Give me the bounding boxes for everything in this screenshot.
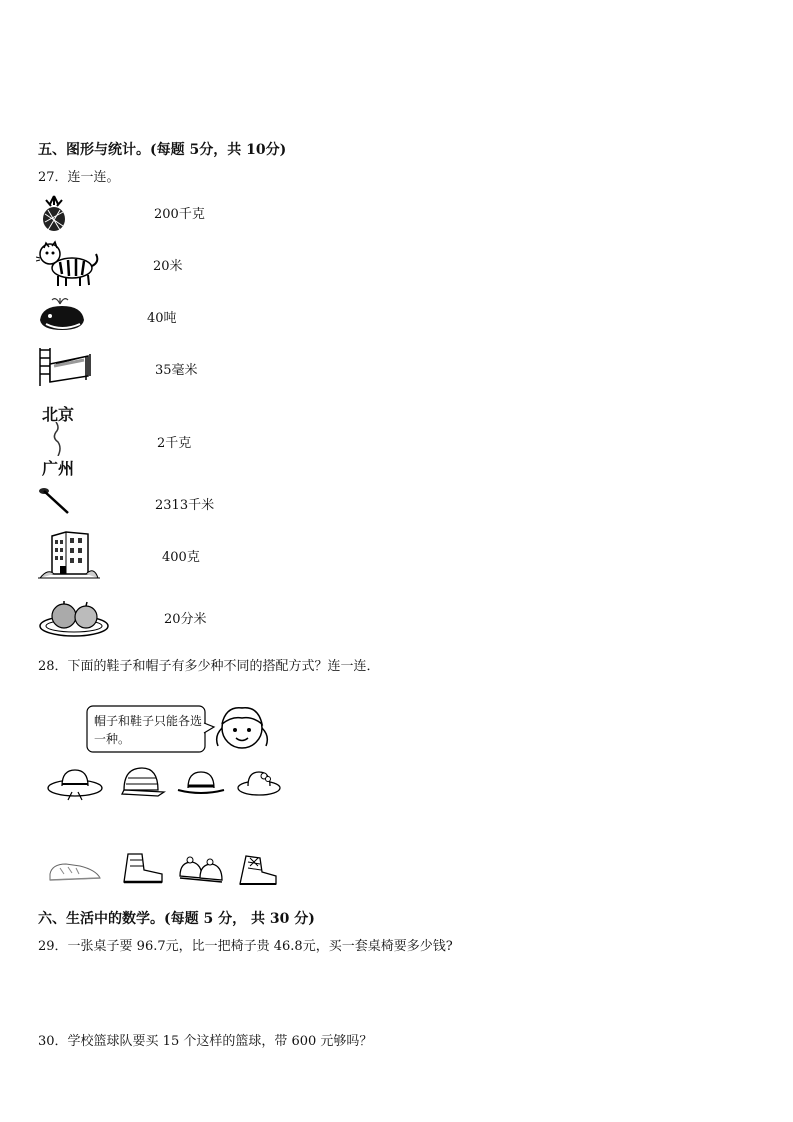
question-28-prompt: 28．下面的鞋子和帽子有多少种不同的搭配方式？连一连． xyxy=(38,659,380,674)
fruit-plate-icon xyxy=(38,596,110,638)
question-29: 29．一张桌子要 96.7元，比一把椅子贵 46.8元，买一套桌椅要多少钱? xyxy=(38,939,453,954)
fedora-icon xyxy=(176,766,226,798)
building-icon xyxy=(38,526,100,580)
cap-icon xyxy=(118,764,166,800)
boot-icon xyxy=(118,850,166,888)
section-5-heading: 五、图形与统计。(每题 5分，共 10分) xyxy=(38,142,287,158)
speech-text: 帽子和鞋子只能各选一种。 xyxy=(94,714,203,746)
match-label: 400克 xyxy=(162,550,200,565)
baby-shoe-icon xyxy=(176,852,226,886)
sun-hat-icon xyxy=(46,764,104,802)
nail-icon xyxy=(38,486,74,516)
bed-icon xyxy=(38,342,92,388)
map-label-beijing: 北京 xyxy=(42,405,75,424)
question-27-prompt: 27．连一连。 xyxy=(38,170,120,185)
match-label: 2千克 xyxy=(157,436,192,451)
question-30: 30．学校篮球队要买 15 个这样的篮球，带 600 元够吗？ xyxy=(38,1034,373,1049)
girl-icon xyxy=(212,702,270,756)
tiger-icon xyxy=(36,240,102,288)
route-map-icon xyxy=(46,422,76,456)
match-label: 200千克 xyxy=(154,207,205,222)
sneaker-icon xyxy=(46,856,104,886)
flower-hat-icon xyxy=(236,764,282,800)
map-label-guangzhou: 广州 xyxy=(42,459,75,478)
section-6-heading: 六、生活中的数学。(每题 5 分， 共 30 分) xyxy=(38,911,315,927)
high-top-icon xyxy=(236,852,280,888)
match-label: 20米 xyxy=(153,259,183,274)
pineapple-icon xyxy=(36,194,72,232)
match-label: 40吨 xyxy=(147,311,177,326)
match-label: 2313千米 xyxy=(155,498,215,513)
match-label: 35毫米 xyxy=(155,363,198,378)
whale-icon xyxy=(36,294,88,334)
match-label: 20分米 xyxy=(164,612,207,627)
